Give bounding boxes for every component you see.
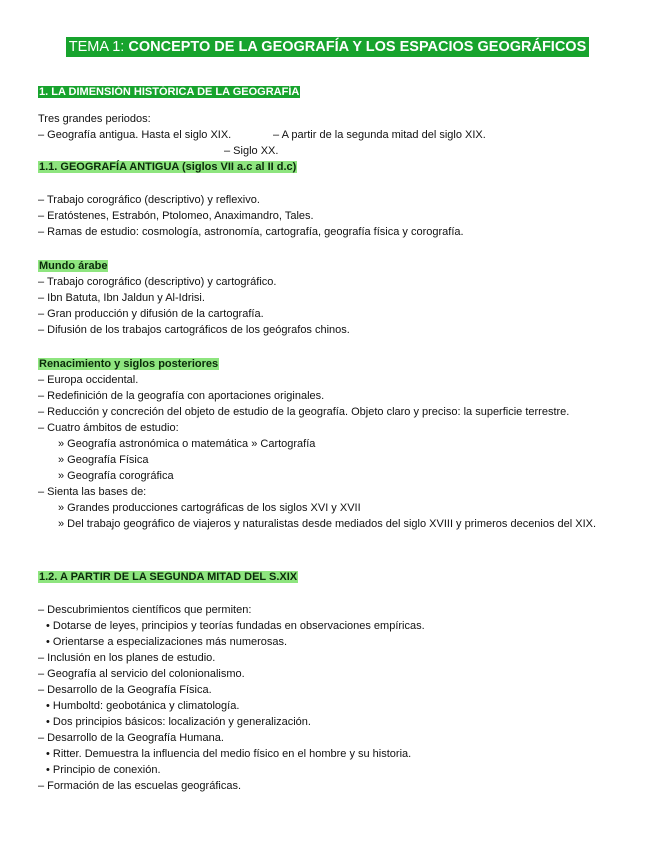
list-item: – Desarrollo de la Geografía Física. — [38, 684, 212, 696]
list-item: – Formación de las escuelas geográficas. — [38, 780, 241, 792]
list-subitem: • Humboltd: geobotánica y climatología. — [46, 700, 240, 712]
section-1-1-list — [38, 192, 464, 240]
title-main: CONCEPTO DE LA GEOGRAFÍA Y LOS ESPACIOS GEOGRÁFICOS — [124, 39, 587, 55]
list-subitem: • Dos principios básicos: localización y generalización. — [46, 716, 311, 728]
section-1-2-heading: 1.2. A PARTIR DE LA SEGUNDA MITAD DEL S.XIX — [39, 571, 298, 583]
list-item: – Geografía al servicio del colonionalismo. — [38, 668, 245, 680]
section-1-1-heading: 1.1. GEOGRAFÍA ANTIGUA (siglos VII a.c al II d.c) — [39, 161, 297, 173]
section-1-heading: 1. LA DIMENSIÓN HISTÓRICA DE LA GEOGRAFÍA — [39, 86, 300, 98]
list-item: – Sienta las bases de: — [38, 486, 147, 498]
list-subitem: » Grandes producciones cartográficas de los siglos XVI y XVII — [58, 502, 361, 514]
renacimiento-heading-row — [38, 356, 219, 372]
section-1-heading-row — [38, 84, 300, 100]
list-item: – Ibn Batuta, Ibn Jaldun y Al-Idrisi. — [38, 292, 205, 304]
arabe-heading-row — [38, 258, 108, 274]
document-title — [66, 37, 590, 57]
renacimiento-list — [38, 372, 610, 532]
list-item: – Trabajo corográfico (descriptivo) y reflexivo. — [38, 194, 260, 206]
list-item: – Desarrollo de la Geografía Humana. — [38, 732, 224, 744]
section-1-2-list — [38, 602, 425, 794]
list-item: – Ramas de estudio: cosmología, astronomía, cartografía, geografía física y corografía. — [38, 226, 464, 238]
list-item: – Reducción y concreción del objeto de estudio de la geografía. Objeto claro y preciso: la superficie terrestre. — [38, 406, 570, 418]
list-subitem: • Orientarse a especializaciones más numerosas. — [46, 636, 288, 648]
arabe-heading: Mundo árabe — [39, 260, 108, 272]
list-item: – Trabajo corográfico (descriptivo) y cartográfico. — [38, 276, 277, 288]
arabe-list — [38, 274, 350, 338]
list-item: – Difusión de los trabajos cartográficos de los geógrafos chinos. — [38, 324, 350, 336]
list-item: – Descubrimientos científicos que permiten: — [38, 604, 252, 616]
list-subitem: • Principio de conexión. — [46, 764, 161, 776]
list-item: – Cuatro ámbitos de estudio: — [38, 422, 179, 434]
section-1-1-heading-row — [38, 159, 297, 175]
list-subitem: • Ritter. Demuestra la influencia del medio físico en el hombre y su historia. — [46, 748, 412, 760]
title-row — [0, 37, 655, 57]
list-subitem: » Geografía astronómica o matemática » Cartografía — [58, 438, 316, 450]
section-1-2-heading-row — [38, 569, 298, 585]
renacimiento-heading: Renacimiento y siglos posteriores — [39, 358, 219, 370]
list-item: – Redefinición de la geografía con aportaciones originales. — [38, 390, 325, 402]
period-ancient: – Geografía antigua. Hasta el siglo XIX. — [38, 129, 232, 141]
list-item: – Eratóstenes, Estrabón, Ptolomeo, Anaximandro, Tales. — [38, 210, 314, 222]
list-subitem: » Geografía corográfica — [58, 470, 174, 482]
title-prefix: TEMA 1: — [68, 39, 125, 55]
period-modern: – A partir de la segunda mitad del siglo XIX. — [273, 129, 486, 141]
list-item: – Europa occidental. — [38, 374, 139, 386]
period-xx: – Siglo XX. — [224, 145, 279, 157]
list-subitem: • Dotarse de leyes, principios y teorías fundadas en observaciones empíricas. — [46, 620, 425, 632]
periods-intro: Tres grandes periodos: — [38, 113, 151, 125]
list-subitem: » Del trabajo geográfico de viajeros y naturalistas desde mediados del siglo XVIII y primeros decenios del XIX. — [58, 518, 597, 530]
list-item: – Inclusión en los planes de estudio. — [38, 652, 216, 664]
list-subitem: » Geografía Física — [58, 454, 149, 466]
list-item: – Gran producción y difusión de la cartografía. — [38, 308, 264, 320]
